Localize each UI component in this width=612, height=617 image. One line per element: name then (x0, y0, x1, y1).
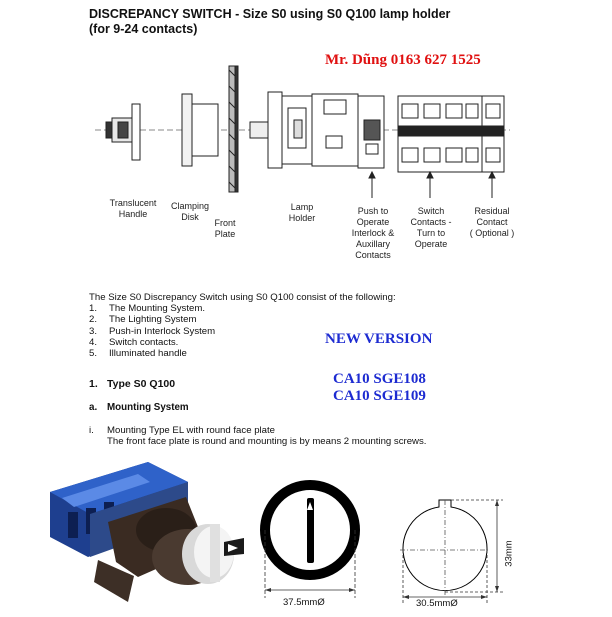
title-line-1: DISCREPANCY SWITCH - Size S0 using S0 Q100 lamp holder (89, 7, 451, 21)
arrowhead-residual (489, 172, 495, 178)
document-title (89, 7, 450, 37)
cutout-height-dimension: 33mm (503, 540, 515, 567)
clamping-disk-shape (182, 94, 218, 166)
label-translucent-handle: Translucent Handle (109, 198, 157, 219)
residual-contact-shape (482, 96, 504, 172)
label-lamp-holder: Lamp Holder (288, 202, 316, 223)
switch-product-photo (38, 452, 248, 617)
model-number-2: CA10 SGE109 (333, 388, 426, 404)
push-to-operate-shape (358, 96, 384, 168)
label-push-to-operate: Push to Operate Interlock & Auxillary Contacts (351, 206, 395, 260)
intro-text: The Size S0 Discrepancy Switch using S0 Q100 consist of the following: (89, 292, 396, 303)
list-item: 4. Switch contacts. (89, 336, 179, 348)
title-line-2: (for 9-24 contacts) (89, 22, 198, 36)
translucent-handle-shape (106, 104, 140, 160)
assembly-diagram (0, 60, 612, 200)
panel-cutout-drawing (395, 495, 520, 610)
model-number-1: CA10 SGE108 (333, 371, 426, 387)
label-residual-contact: Residual Contact ( Optional ) (469, 206, 515, 238)
section-heading: 1. Type S0 Q100 (89, 378, 176, 390)
contact-info: Mr. Dũng 0163 627 1525 (325, 52, 481, 68)
label-switch-contacts: Switch Contacts - Turn to Operate (410, 206, 452, 249)
label-clamping-disk: Clamping Disk (170, 201, 210, 222)
intro-block (89, 292, 396, 359)
subsection-heading: a. Mounting System (89, 402, 189, 413)
front-plate-drawing (250, 480, 375, 610)
list-item: 3. Push-in Interlock System (89, 325, 216, 337)
arrowhead-switch (427, 172, 433, 178)
label-front-plate: Front Plate (214, 218, 236, 239)
cutout-diameter-dimension: 30.5mmØ (416, 598, 458, 609)
front-plate-dimension: 37.5mmØ (283, 597, 325, 608)
lamp-holder-shape (250, 92, 358, 168)
new-version-label: NEW VERSION (325, 331, 433, 347)
list-item: 5. Illuminated handle (89, 348, 187, 360)
arrowhead-push (369, 172, 375, 178)
switch-contacts-shape (398, 96, 482, 172)
mounting-description: i. Mounting Type EL with round face plate The front face plate is round and mounting is by means 2 mounting screws. (89, 425, 427, 448)
list-item: 2. The Lighting System (89, 314, 197, 326)
front-plate-shape (229, 66, 238, 192)
list-item: 1. The Mounting System. (89, 303, 205, 315)
